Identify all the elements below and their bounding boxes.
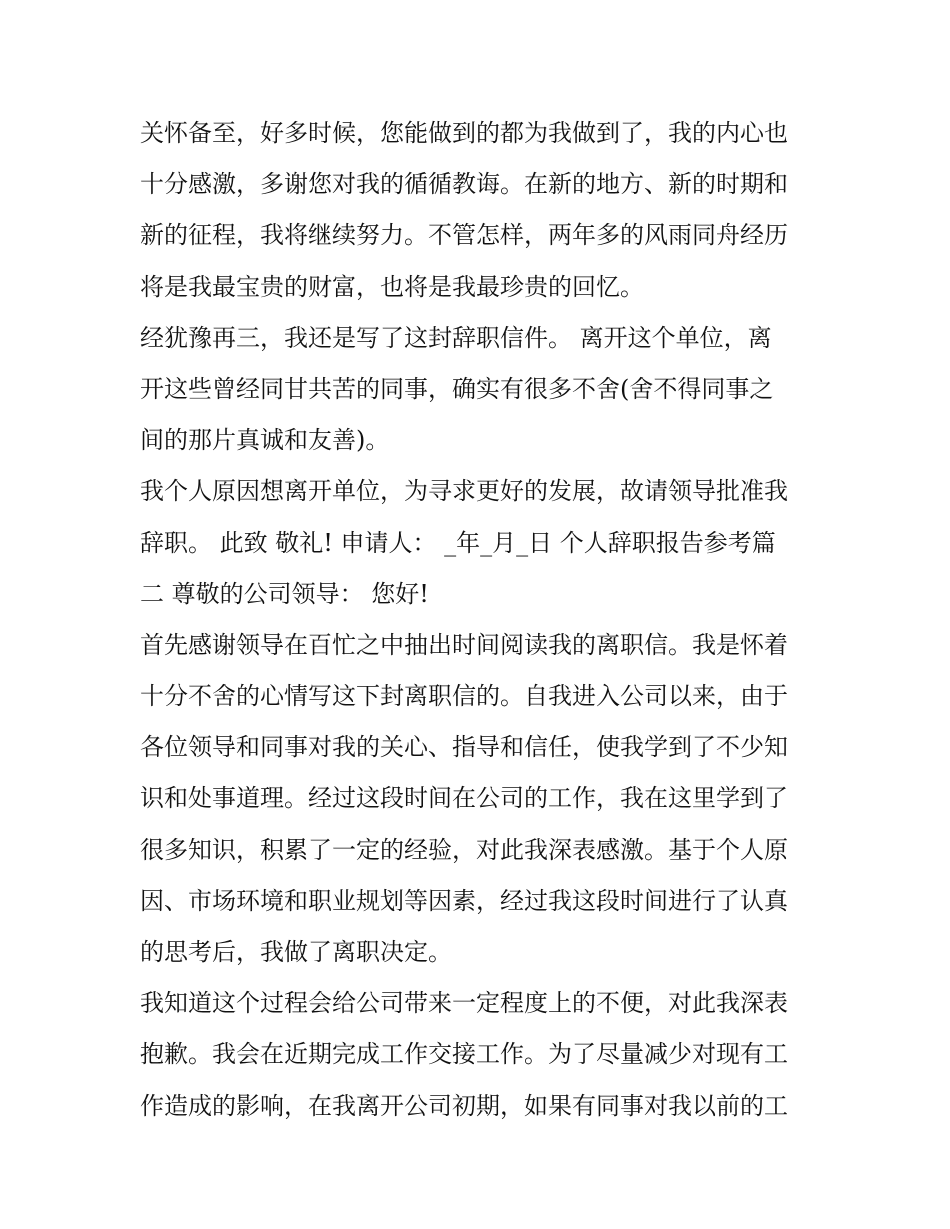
text-line: 因、市场环境和职业规划等因素，经过我这段时间进行了认真 bbox=[140, 886, 788, 915]
document-body bbox=[140, 108, 820, 1132]
text-line: 十分感激，多谢您对我的循循教诲。在新的地方、新的时期和 bbox=[140, 170, 788, 199]
text-line: 十分不舍的心情写这下封离职信的。自我进入公司以来，由于 bbox=[140, 682, 788, 711]
text-line: 经犹豫再三，我还是写了这封辞职信件。 离开这个单位，离 bbox=[140, 323, 772, 352]
text-line: 我个人原因想离开单位，为寻求更好的发展，故请领导批准我 bbox=[140, 477, 788, 506]
text-line: 的思考后，我做了离职决定。 bbox=[140, 938, 452, 966]
text-line: 辞职。 此致 敬礼! 申请人： _年_月_日 个人辞职报告参考篇 bbox=[140, 528, 776, 557]
text-line: 间的那片真诚和友善)。 bbox=[140, 426, 390, 455]
text-line: 抱歉。我会在近期完成工作交接工作。为了尽量减少对现有工 bbox=[140, 1040, 788, 1069]
text-line: 我知道这个过程会给公司带来一定程度上的不便，对此我深表 bbox=[140, 989, 788, 1018]
text-line: 开这些曾经同甘共苦的同事，确实有很多不舍(舍不得同事之 bbox=[140, 374, 774, 403]
text-line: 将是我最宝贵的财富，也将是我最珍贵的回忆。 bbox=[140, 272, 644, 301]
text-line: 作造成的影响，在我离开公司初期，如果有同事对我以前的工 bbox=[140, 1091, 788, 1120]
text-line: 很多知识，积累了一定的经验，对此我深表感激。基于个人原 bbox=[140, 835, 788, 864]
text-line: 各位领导和同事对我的关心、指导和信任，使我学到了不少知 bbox=[140, 733, 788, 762]
text-line: 关怀备至，好多时候，您能做到的都为我做到了，我的内心也 bbox=[140, 119, 788, 147]
text-line: 新的征程，我将继续努力。不管怎样，两年多的风雨同舟经历 bbox=[140, 221, 788, 250]
text-line: 识和处事道理。经过这段时间在公司的工作，我在这里学到了 bbox=[140, 784, 788, 813]
text-line: 首先感谢领导在百忙之中抽出时间阅读我的离职信。我是怀着 bbox=[140, 630, 788, 659]
text-line: 二 尊敬的公司领导： 您好! bbox=[140, 579, 429, 608]
